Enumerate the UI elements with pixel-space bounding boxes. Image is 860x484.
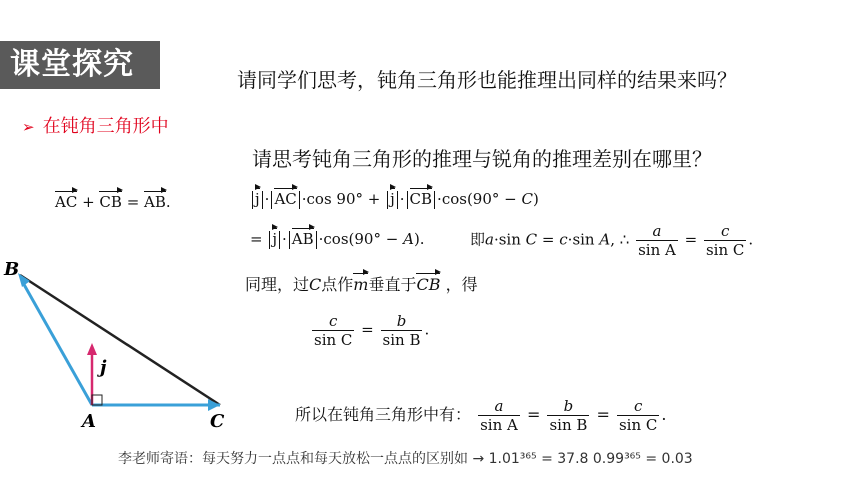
dot-product-line1: j · AC ·cos 90° + j · CB ·cos(90° − C) — [250, 190, 539, 209]
similarly-line: 同理，过C点作m垂直于CB ，得 — [245, 275, 478, 294]
sine-relation: 即a·sin C = c·sin A, ∴ $\frac{a}{\text{sin A}}$ = $\frac{c}{\text{sin C}}$ . — [470, 222, 754, 259]
fraction-cb: $\frac{c}{\text{sin C}}$ = $\frac{b}{\text{sin B}}$ . — [314, 312, 430, 349]
section-badge: 课堂探究 — [0, 41, 160, 89]
subheading-text: 在钝角三角形中 — [42, 116, 169, 137]
vector-equation: AC + CB = AB. — [55, 193, 171, 211]
arrow-head-B — [18, 273, 30, 287]
dot-product-line2: = j · AB ·cos(90° − A). — [250, 230, 425, 248]
side-BC — [20, 275, 220, 405]
triangle-diagram — [0, 255, 240, 435]
question-obtuse: 请同学们思考，钝角三角形也能推理出同样的结果来吗？ — [237, 68, 737, 92]
label-j: j — [100, 357, 107, 378]
arrow-bullet-icon: ➢ — [22, 118, 35, 136]
teacher-message: 李老师寄语：每天努力一点点和每天放松一点点的区别如 → 1.01³⁶⁵ = 37.8 0.99³⁶⁵ = 0.03 — [118, 451, 693, 467]
label-B: B — [4, 259, 20, 280]
label-A: A — [82, 411, 96, 432]
arrow-head-j — [87, 343, 97, 355]
label-C: C — [210, 411, 225, 432]
subheading — [22, 112, 169, 138]
question-difference: 请思考钝角三角形的推理与锐角的推理差别在哪里？ — [252, 147, 712, 171]
conclusion: 所以在钝角三角形中有： $\frac{a}{\text{sin A}}$ = $\frac{b}{\text{sin B}}$ = $\frac{c}{\text{sin C}}$ . — [295, 397, 667, 434]
